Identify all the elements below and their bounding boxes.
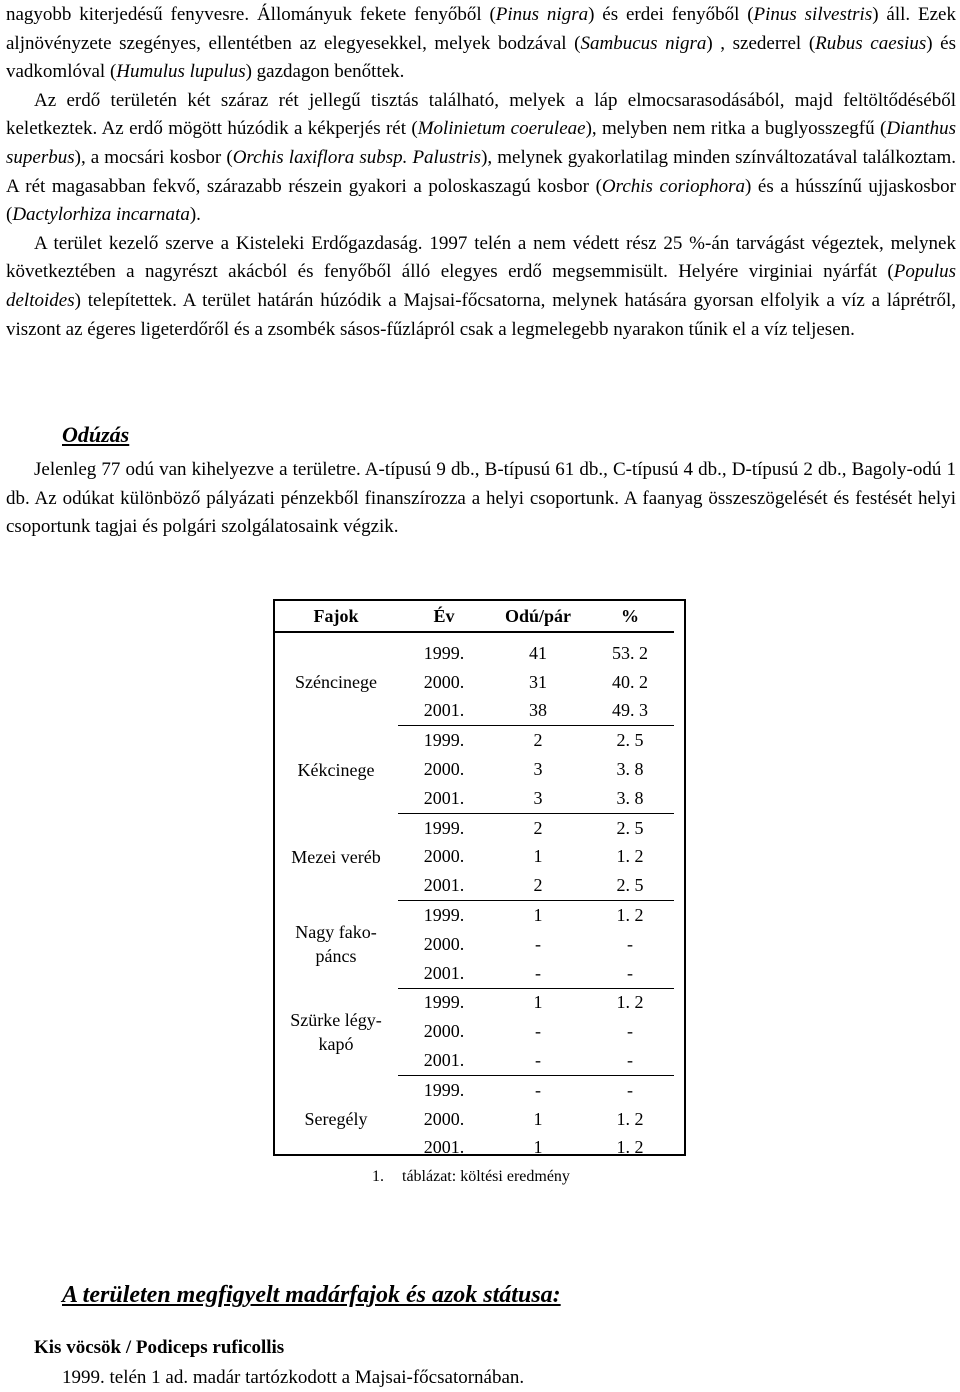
count-cell: - <box>490 1046 586 1075</box>
count-cell: 1 <box>533 1137 543 1158</box>
table-row <box>274 1075 674 1104</box>
species-cell <box>274 726 398 813</box>
section-title-birds: A területen megfigyelt madárfajok és azok státusa: <box>62 1282 561 1308</box>
text-run: Az erdő területén két száraz rét jellegű tisztás található, melyek a láp elmocsarasodásából, majd feltöltődéséből keletkeztek. Az erdő mögött húzódik a kékperjés rét ( <box>6 89 956 140</box>
text-run: ) és vadkomlóval ( <box>6 32 957 83</box>
breeding-results-table <box>274 601 674 1162</box>
intro-paragraph-3 <box>6 230 956 344</box>
year-cell: 2000. <box>423 1108 465 1129</box>
species-name: Seregély <box>304 1108 368 1129</box>
year-cell: 1999. <box>423 817 465 838</box>
caption-number: 1. <box>372 1168 384 1185</box>
percent-cell: - <box>627 933 633 954</box>
percent-cell: 3. 8 <box>616 759 644 780</box>
percent-cell: 1. 2 <box>616 1108 644 1129</box>
percent-cell: - <box>586 959 674 988</box>
year-cell: 2001. <box>398 1046 490 1075</box>
table-row <box>274 988 674 1017</box>
percent-cell: 1. 2 <box>616 905 644 926</box>
species-cell <box>274 813 398 900</box>
text-run: ) gazdagon benőttek. <box>245 61 405 83</box>
species-name: kapó <box>318 1033 354 1054</box>
table-caption <box>372 1168 570 1186</box>
year-cell: 1999. <box>423 730 465 751</box>
year-cell: 1999. <box>423 642 465 663</box>
latin-name: Dactylorhiza incarnata <box>12 204 190 226</box>
count-cell: - <box>535 1079 541 1100</box>
table-row <box>274 813 674 842</box>
count-cell: - <box>490 959 586 988</box>
year-cell: 1999. <box>423 905 465 926</box>
count-cell: 1 <box>533 1108 543 1129</box>
header-year: Év <box>398 601 490 632</box>
percent-cell: 2. 5 <box>616 730 644 751</box>
year-cell: 2001. <box>398 697 490 726</box>
count-cell: 2 <box>490 871 586 900</box>
table-row <box>274 639 674 668</box>
count-cell: 31 <box>529 671 547 692</box>
percent-cell: 1. 2 <box>616 1137 644 1158</box>
latin-name: Dianthus superbus <box>6 118 956 168</box>
bird-species-note: 1999. telén 1 ad. madár tartózkodott a Majsai-főcsatornában. <box>62 1367 525 1388</box>
count-cell: 1 <box>533 905 543 926</box>
latin-name: Pinus silvestris <box>753 4 873 25</box>
caption-text: táblázat: költési eredmény <box>402 1168 570 1185</box>
text-run: nagyobb kiterjedésű fenyvesre. Állományuk fekete fenyőből ( <box>6 4 496 25</box>
bird-species-name: Kis vöcsök / Podiceps ruficollis <box>34 1337 285 1358</box>
count-cell: - <box>535 1021 541 1042</box>
species-name: Szürke légy- <box>290 1009 382 1030</box>
percent-cell: - <box>627 1079 633 1100</box>
year-cell: 2000. <box>423 933 465 954</box>
count-cell: 3 <box>533 759 543 780</box>
text-run: ) , szederrel ( <box>706 32 816 54</box>
text-run: ). <box>189 204 201 226</box>
percent-cell: 3. 8 <box>586 784 674 813</box>
year-cell: 2000. <box>423 759 465 780</box>
latin-name: Rubus caesius <box>815 32 927 54</box>
year-cell: 1999. <box>423 1079 465 1100</box>
count-cell: 2 <box>533 817 543 838</box>
percent-cell: 53. 2 <box>612 642 648 663</box>
text-run: ) áll. Ezek aljnövényzete szegényes, ellentétben az elegyesekkel, melyek bodzával ( <box>6 4 956 54</box>
text-run: A terület kezelő szerve a Kisteleki Erdőgazdaság. 1997 telén a nem védett rész 25 %-án tarvágást végeztek, melynek következtében a nagyrészt akácból és fenyőből álló elegyes erdő megsemmisült. Helyére virginiai nyárfát ( <box>6 232 956 283</box>
species-cell <box>274 639 398 726</box>
latin-name: Orchis coriophora <box>601 175 746 197</box>
latin-name: Orchis laxiflora subsp. Palustris <box>232 146 482 168</box>
year-cell: 1999. <box>423 992 465 1013</box>
count-cell: - <box>535 933 541 954</box>
year-cell: 2000. <box>423 846 465 867</box>
text-run: ), a mocsári kosbor ( <box>74 146 233 168</box>
percent-cell: 49. 3 <box>586 697 674 726</box>
document-page <box>6 0 956 344</box>
count-cell: 1 <box>533 992 543 1013</box>
year-cell: 2000. <box>423 671 465 692</box>
table-header-row <box>274 601 674 632</box>
percent-cell: - <box>627 1021 633 1042</box>
count-cell: 38 <box>490 697 586 726</box>
year-cell: 2001. <box>398 871 490 900</box>
count-cell: 3 <box>490 784 586 813</box>
table-body <box>274 632 674 1162</box>
percent-cell: 2. 5 <box>616 817 644 838</box>
latin-name: Humulus lupulus <box>116 61 246 83</box>
species-cell <box>274 988 398 1075</box>
year-cell: 2001. <box>398 959 490 988</box>
oduzas-paragraph: Jelenleg 77 odú van kihelyezve a területre. A-típusú 9 db., B-típusú 61 db., C-típusú 4 db., D-típusú 2 db., Bagoly-odú 1 db. Az odúkat különböző pályázati pénzekből finanszírozza a helyi csoportunk. A faanyag összeszögelését és festését helyi csoportunk tagjai és polgári szolgálatosaink végzik. <box>6 459 956 538</box>
latin-name: Sambucus nigra <box>580 32 707 54</box>
header-species: Fajok <box>274 601 398 632</box>
species-name: Kékcinege <box>297 759 375 780</box>
percent-cell: 40. 2 <box>612 671 648 692</box>
percent-cell: 1. 2 <box>616 992 644 1013</box>
count-cell: 41 <box>529 642 547 663</box>
table-row <box>274 901 674 930</box>
species-name: Széncinege <box>295 672 377 693</box>
count-cell: 2 <box>533 730 543 751</box>
species-name: páncs <box>315 946 357 967</box>
year-cell: 2000. <box>423 1021 465 1042</box>
header-count: Odú/pár <box>490 601 586 632</box>
species-name: Nagy fako- <box>295 922 377 943</box>
percent-cell: 1. 2 <box>616 846 644 867</box>
latin-name: Populus deltoides <box>6 261 956 311</box>
table-row <box>274 726 674 755</box>
header-percent: % <box>586 601 674 632</box>
section-title-oduzas: Odúzás <box>62 422 130 447</box>
species-name: Mezei veréb <box>291 846 381 867</box>
count-cell: 1 <box>533 846 543 867</box>
text-run: ) és a hússzínű ujjaskosbor ( <box>6 175 956 226</box>
text-run: ), melynek gyakorlatilag minden színváltozatával találkoztam. A rét magasabban fekvő, szárazabb részein gyakori a poloskaszagú kosbor ( <box>6 146 957 197</box>
intro-paragraph-2 <box>6 87 956 230</box>
text-run: ) és erdei fenyőből ( <box>588 4 754 25</box>
text-run: ) telepítettek. A terület határán húzódik a Majsai-főcsatorna, melynek hatására gyorsan elfolyik a víz a láprétről, viszont az égeres ligeterdőről és a zsombék sásos-fűzlápról csak a legmelegebb nyarakon tűnik el a víz teljesen. <box>6 289 956 340</box>
latin-name: Molinietum coeruleae <box>417 118 586 140</box>
text-run: ), melyben nem ritka a buglyosszegfű ( <box>585 118 887 140</box>
latin-name: Pinus nigra <box>495 4 589 25</box>
percent-cell: 2. 5 <box>586 871 674 900</box>
species-cell <box>274 901 398 988</box>
intro-paragraph-1 <box>6 1 956 87</box>
year-cell: 2001. <box>423 1137 465 1158</box>
species-cell <box>274 1075 398 1162</box>
percent-cell: - <box>586 1046 674 1075</box>
year-cell: 2001. <box>398 784 490 813</box>
